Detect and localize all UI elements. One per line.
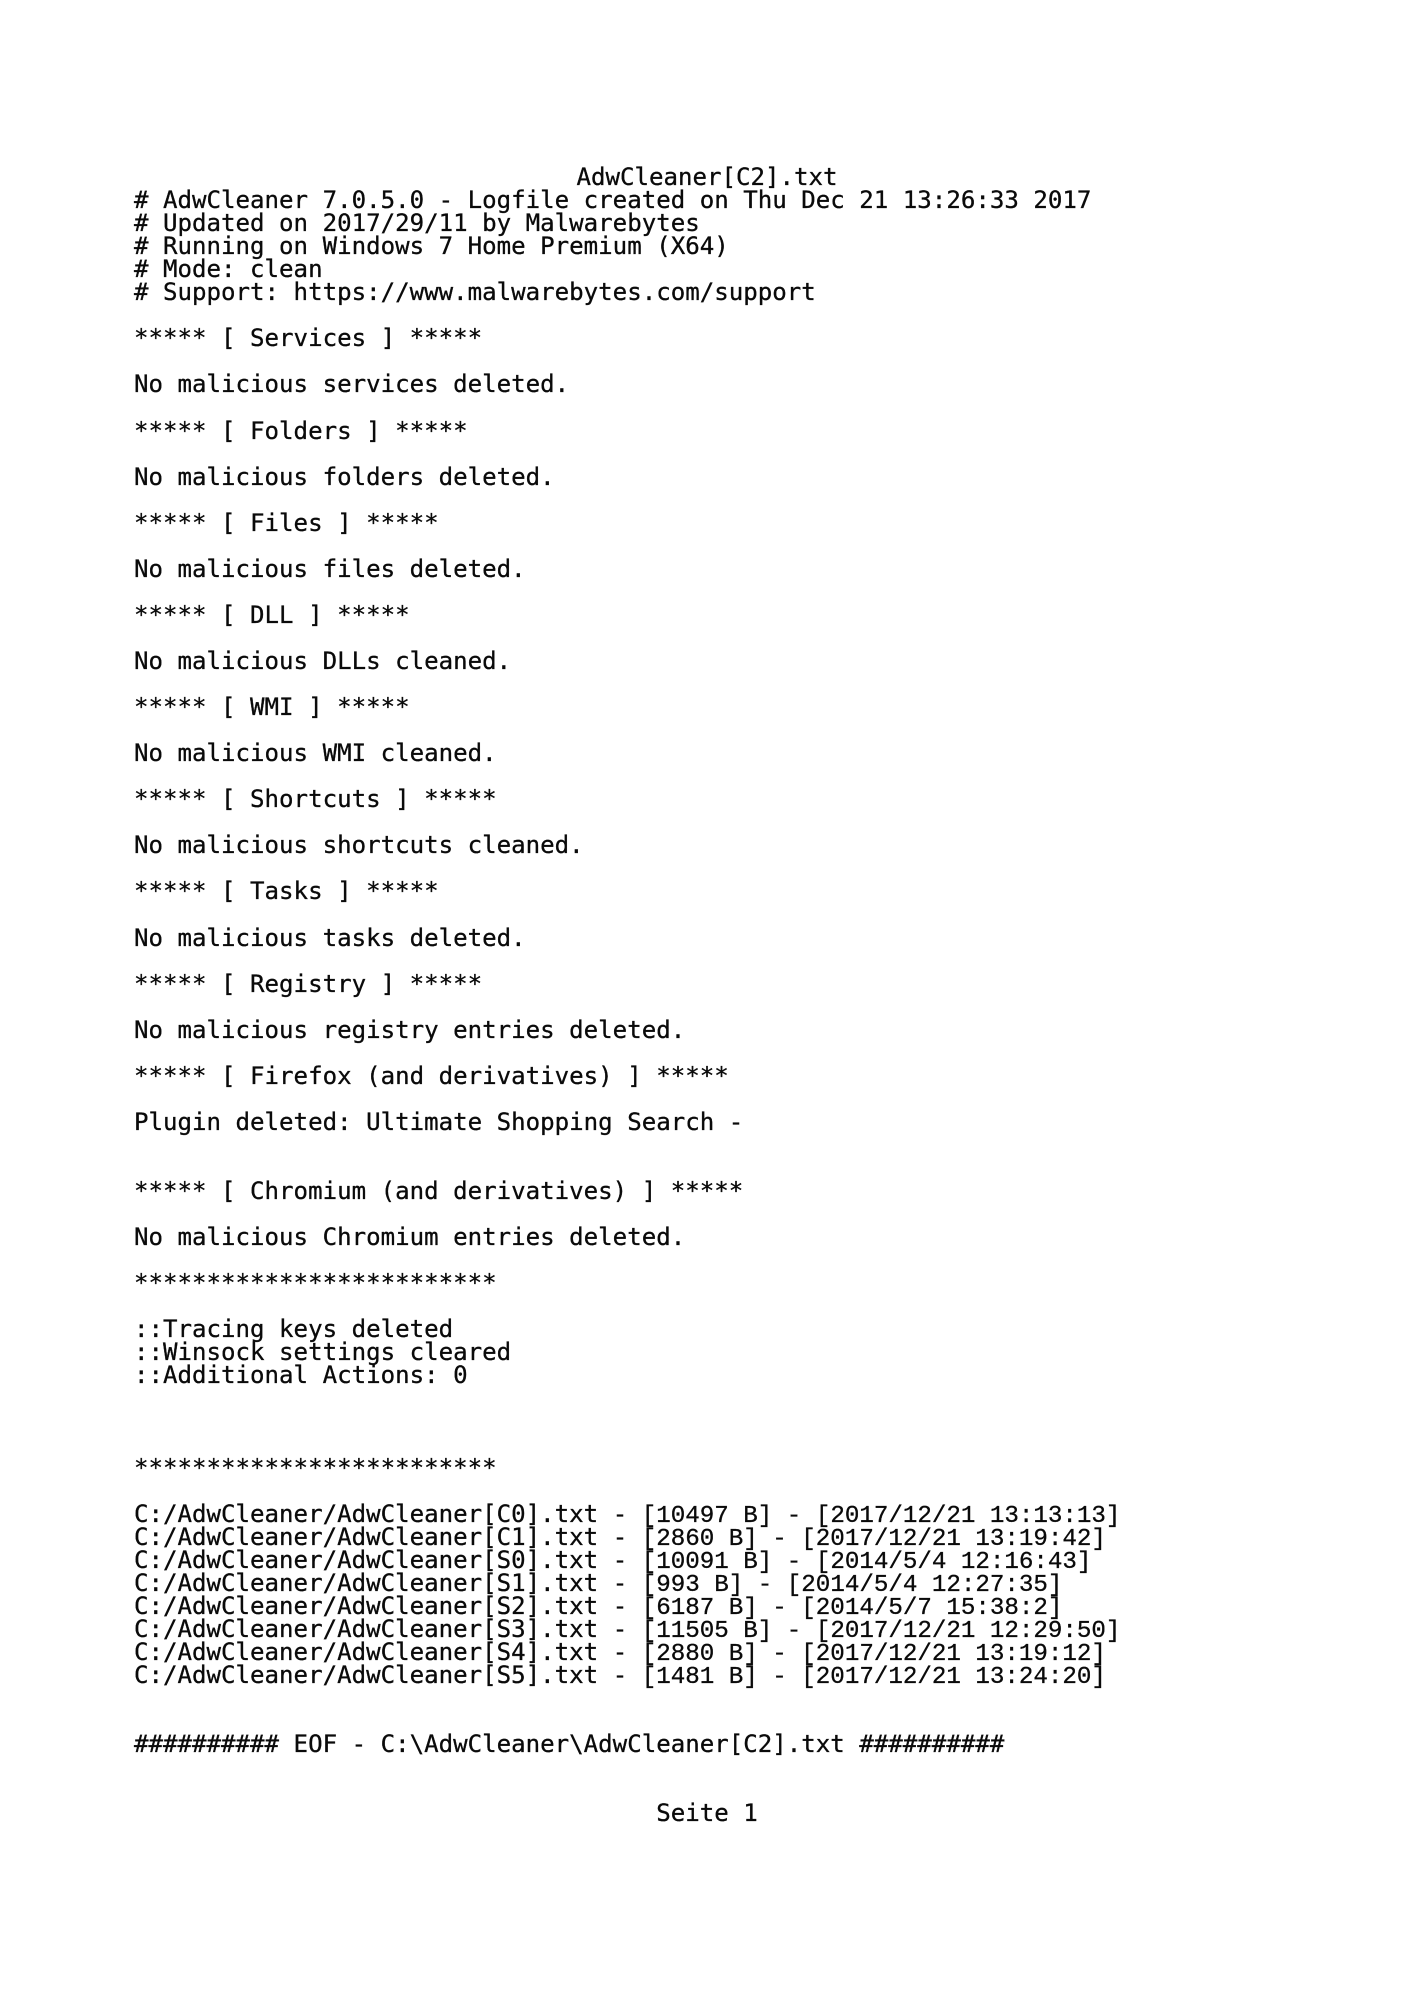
log-header-mode: # Mode: clean xyxy=(134,255,323,284)
log-file-size: [2860 B] xyxy=(641,1525,758,1553)
log-file-path: C:/AdwCleaner/AdwCleaner[S4].txt xyxy=(134,1638,599,1667)
section-result-chromium: No malicious Chromium entries deleted. xyxy=(134,1223,686,1252)
log-file-date: [2017/12/21 12:29:50] xyxy=(815,1618,1121,1645)
page-number: Seite 1 xyxy=(656,1799,758,1828)
section-heading-registry: ***** [ Registry ] ***** xyxy=(134,969,483,998)
log-file-separator: - xyxy=(598,1545,642,1574)
action-additional: ::Additional Actions: 0 xyxy=(134,1361,468,1390)
separator-line: ************************* xyxy=(134,1269,497,1298)
log-file-separator: - xyxy=(772,1548,816,1576)
section-result-folders: No malicious folders deleted. xyxy=(134,462,555,491)
log-file-separator: - xyxy=(598,1638,642,1667)
section-heading-shortcuts: ***** [ Shortcuts ] ***** xyxy=(134,785,497,814)
log-file-separator: - xyxy=(743,1571,787,1599)
section-heading-folders: ***** [ Folders ] ***** xyxy=(134,416,468,445)
log-text xyxy=(0,163,1414,1828)
log-file-path: C:/AdwCleaner/AdwCleaner[S0].txt xyxy=(134,1545,599,1574)
log-file-separator: - xyxy=(757,1664,802,1692)
section-heading-chromium: ***** [ Chromium (and derivatives) ] ***** xyxy=(134,1177,744,1206)
log-file-separator: - xyxy=(772,1502,816,1530)
log-header-version: # AdwCleaner 7.0.5.0 - Logfile created on Thu Dec 21 13:26:33 2017 xyxy=(134,186,1092,215)
section-result-tasks: No malicious tasks deleted. xyxy=(134,923,526,952)
log-file-separator: - xyxy=(598,1499,642,1528)
log-file-path: C:/AdwCleaner/AdwCleaner[S2].txt xyxy=(134,1591,599,1620)
log-file-row xyxy=(0,1661,1414,1692)
log-file-date: [2017/12/21 13:13:13] xyxy=(815,1502,1121,1530)
log-file-path: C:/AdwCleaner/AdwCleaner[S5].txt xyxy=(134,1661,599,1690)
section-result-wmi: No malicious WMI cleaned. xyxy=(134,739,497,768)
log-file-size: [10497 B] xyxy=(641,1502,773,1530)
log-file-separator: - xyxy=(598,1522,642,1551)
log-header-updated: # Updated on 2017/29/11 by Malwarebytes xyxy=(134,209,700,238)
log-file-separator: - xyxy=(757,1641,802,1669)
section-result-dll: No malicious DLLs cleaned. xyxy=(134,646,512,675)
log-file-size: [6187 B] xyxy=(641,1594,758,1622)
log-file-separator: - xyxy=(598,1568,642,1597)
action-winsock: ::Winsock settings cleared xyxy=(134,1338,512,1367)
section-heading-wmi: ***** [ WMI ] ***** xyxy=(134,693,410,722)
action-tracing-keys: ::Tracing keys deleted xyxy=(134,1315,454,1344)
log-file-date: [2014/5/4 12:27:35] xyxy=(786,1571,1063,1599)
log-file-path: C:/AdwCleaner/AdwCleaner[C0].txt xyxy=(134,1499,599,1528)
section-result-files: No malicious files deleted. xyxy=(134,554,526,583)
log-file-separator: - xyxy=(598,1661,642,1690)
log-header-support: # Support: https://www.malwarebytes.com/support xyxy=(134,278,816,307)
log-file-separator: - xyxy=(757,1525,802,1553)
log-file-date: [2014/5/7 15:38:2] xyxy=(801,1594,1063,1622)
log-file-date: [2017/12/21 13:19:12] xyxy=(801,1641,1106,1669)
eof-line: ########## EOF - C:\AdwCleaner\AdwCleaner[C2].txt ########## xyxy=(134,1730,1005,1759)
log-file-size: [10091 B] xyxy=(641,1548,773,1576)
log-file-size: [1481 B] xyxy=(641,1664,758,1692)
log-file-path: C:/AdwCleaner/AdwCleaner[S1].txt xyxy=(134,1568,599,1597)
log-file-date: [2017/12/21 13:24:20] xyxy=(801,1664,1106,1692)
log-file-date: [2014/5/4 12:16:43] xyxy=(815,1548,1092,1576)
log-file-path: C:/AdwCleaner/AdwCleaner[S3].txt xyxy=(134,1615,599,1643)
log-file-date: [2017/12/21 13:19:42] xyxy=(801,1525,1106,1553)
section-result-shortcuts: No malicious shortcuts cleaned. xyxy=(134,831,584,860)
separator-line: ************************* xyxy=(134,1453,497,1482)
log-file-separator: - xyxy=(772,1618,816,1645)
log-file-path: C:/AdwCleaner/AdwCleaner[C1].txt xyxy=(134,1522,599,1551)
log-file-size: [11505 B] xyxy=(641,1618,773,1645)
log-file-separator: - xyxy=(598,1591,642,1620)
section-heading-tasks: ***** [ Tasks ] ***** xyxy=(134,877,439,906)
section-heading-firefox: ***** [ Firefox (and derivatives) ] ***** xyxy=(134,1061,729,1090)
log-header-os: # Running on Windows 7 Home Premium (X64) xyxy=(134,232,729,261)
section-heading-services: ***** [ Services ] ***** xyxy=(134,324,483,353)
section-result-firefox: Plugin deleted: Ultimate Shopping Search - xyxy=(134,1107,744,1136)
section-result-registry: No malicious registry entries deleted. xyxy=(134,1015,686,1044)
log-file-size: [993 B] xyxy=(641,1571,744,1599)
document-title: AdwCleaner[C2].txt xyxy=(576,163,838,191)
log-file-separator: - xyxy=(598,1615,642,1643)
section-heading-files: ***** [ Files ] ***** xyxy=(134,508,439,537)
log-file-size: [2880 B] xyxy=(641,1641,758,1669)
section-result-services: No malicious services deleted. xyxy=(134,370,570,399)
log-file-separator: - xyxy=(757,1594,802,1622)
section-heading-dll: ***** [ DLL ] ***** xyxy=(134,600,410,629)
